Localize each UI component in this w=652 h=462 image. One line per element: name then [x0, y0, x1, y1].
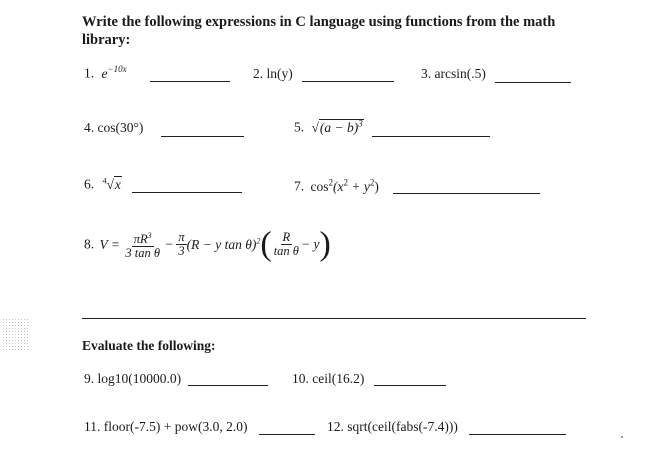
section-divider: [82, 318, 586, 319]
instructions-heading: Write the following expressions in C language using functions from the math library:: [82, 14, 556, 48]
item-8-number: 8.: [84, 236, 95, 252]
item-7: [294, 177, 379, 195]
item-8-middle-term: (R − y tan θ)$^2$: [186, 236, 261, 252]
item-8: [84, 225, 331, 263]
item-5: [294, 118, 364, 136]
answer-blank-2[interactable]: [302, 81, 394, 82]
item-8-tail: − y: [300, 236, 320, 252]
item-1-exponent: −10x: [107, 64, 127, 74]
item-12-number: 12.: [327, 419, 344, 434]
item-9: [84, 371, 181, 387]
item-9-number: 9.: [84, 371, 95, 386]
item-11-number: 11.: [84, 419, 101, 434]
item-11-expression: floor(-7.5) + pow(3.0, 2.0): [103, 419, 248, 434]
item-5-radical: $√(a - b)^3$: [311, 118, 363, 135]
item-8-fraction-3: $\frac{R}{\text{tan θ}}$: [273, 230, 299, 259]
item-8-lhs: V =: [99, 236, 120, 252]
item-1-base: e: [101, 65, 108, 81]
item-8-left-paren: (: [260, 225, 272, 263]
item-1: [84, 64, 127, 82]
item-8-right-paren: ): [319, 225, 331, 263]
item-6-radical: $^4$√x: [102, 176, 121, 192]
scan-speck: [621, 436, 623, 438]
evaluate-heading: Evaluate the following:: [82, 338, 216, 353]
answer-blank-3[interactable]: [495, 82, 571, 83]
item-5-number: 5.: [294, 119, 305, 135]
item-9-expression: log10(10000.0): [97, 371, 182, 386]
item-2-number: 2.: [253, 66, 264, 81]
answer-blank-6[interactable]: [132, 192, 242, 193]
answer-blank-12[interactable]: [469, 434, 566, 435]
item-8-fraction-1: $\frac{\pi R^3}{\text{3 tan θ}}$: [125, 231, 160, 261]
item-6-number: 6.: [84, 176, 95, 192]
answer-blank-1[interactable]: [150, 81, 230, 82]
answer-blank-7[interactable]: [393, 193, 540, 194]
item-4-number: 4.: [84, 120, 95, 135]
item-3-expression: arcsin(.5): [434, 66, 486, 81]
item-2-expression: ln(y): [266, 66, 293, 81]
item-3: [421, 66, 486, 82]
item-3-number: 3.: [421, 66, 432, 81]
item-7-number: 7.: [294, 178, 305, 194]
item-1-number: 1.: [84, 65, 95, 81]
answer-blank-5[interactable]: [372, 136, 490, 137]
answer-blank-9[interactable]: [188, 385, 268, 386]
item-6: [84, 176, 122, 193]
item-7-expression: $\cos^2(x^2 + y^2)$: [310, 177, 379, 194]
item-12: [327, 419, 458, 435]
item-10-expression: ceil(16.2): [312, 371, 365, 386]
item-10: [292, 371, 364, 387]
item-4-expression: cos(30°): [97, 120, 144, 135]
item-2: [253, 66, 293, 82]
answer-blank-11[interactable]: [259, 434, 315, 435]
item-12-expression: sqrt(ceil(fabs(-7.4))): [347, 419, 458, 434]
answer-blank-4[interactable]: [161, 136, 244, 137]
item-11: [84, 419, 247, 435]
item-4: [84, 120, 143, 136]
item-8-fraction-2: $\frac{\pi}{3}$: [178, 230, 185, 259]
item-8-minus: −: [165, 236, 173, 252]
item-10-number: 10.: [292, 371, 309, 386]
answer-blank-10[interactable]: [374, 385, 446, 386]
scan-noise: [2, 318, 28, 352]
